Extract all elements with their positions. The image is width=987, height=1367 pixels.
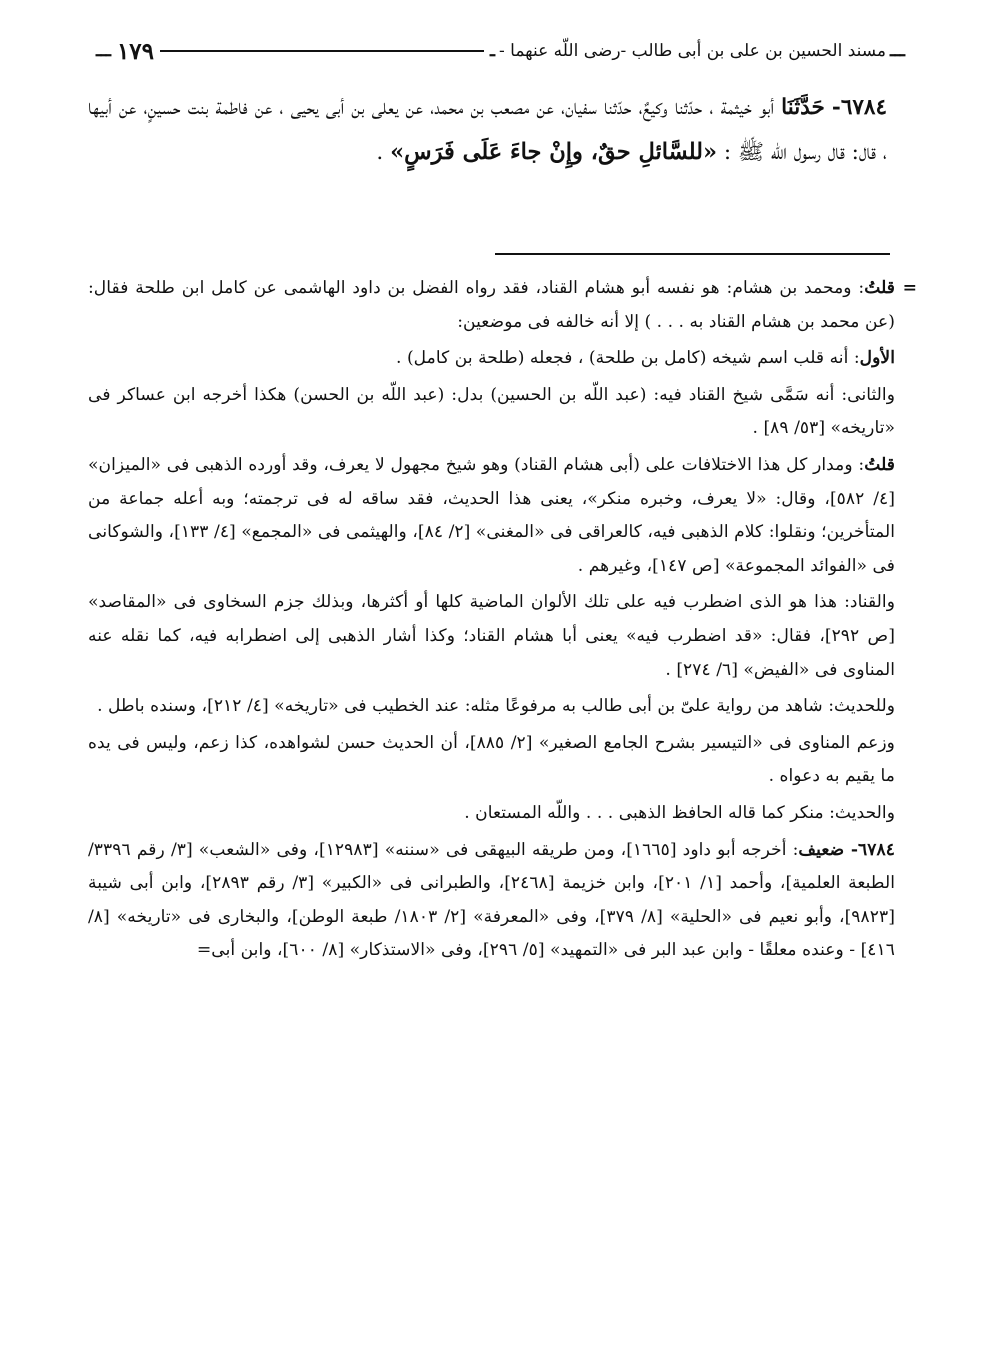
footnote-paragraph-4	[88, 449, 895, 583]
header-dash-after-title: ـ	[490, 41, 495, 61]
note-lead: قلتُ	[864, 454, 895, 475]
footnote-paragraph-3: والثانى: أنه سَمَّى شيخ القناد فيه: (عبد اللّه بن الحسين) بدل: (عبد اللّه بن الحسن) هكذا أخرجه ابن عساكر فى «تاريخه» [٥٣/ ٨٩] .	[88, 384, 895, 439]
header-rule	[160, 50, 484, 52]
running-header	[96, 36, 905, 66]
header-dash-right: ـــ	[890, 41, 905, 61]
running-title: مسند الحسين بن على بن أبى طالب -رضى اللّه عنهما -	[499, 41, 887, 61]
hadith-end: .	[376, 140, 391, 165]
note-lead: قلتُ	[864, 278, 895, 298]
note-text: : أخرجه أبو داود [١٦٦٥]، ومن طريقه البيهقى فى «سننه» [١٢٩٨٣]، وفى «الشعب» [٣/ رقم ٣٣٩٦/ الطبعة العلمية]، وأحمد [١/ ٢٠١]، وابن خزيمة [٢٤٦٨]، والطبرانى فى «الكبير» [٣/ رقم ٢٨٩٣]، وابن أبى شيبة [٩٨٢٣]، وأبو نعيم فى «الحلية» [٨/ ٣٧٩]، وفى «المعرفة» [٢/ ١٨٠٣/ طبعة الوطن]، والبخارى فى «تاريخه» [٨/ ٤١٦] - وعنده معلقًا - وابن عبد البر فى «التمهيد» [٥/ ٢٩٦]، وفى «الاستذكار» [٨/ ٦٠٠]، وابن أبى=	[88, 839, 895, 961]
note-text: : ومدار كل هذا الاختلافات على (أبى هشام القناد) وهو شيخ مجهول لا يعرف، وقد أورده الذهبى فى «الميزان» [٤/ ٥٨٢]، وقال: «لا يعرف، وخبره منكر»، يعنى هذا الحديث، فقد ساقه له فى ترجمته؛ وبه أعله جماعة من المتأخرين؛ ونقلوا: كلام الذهبى فيه، كالعراقى فى «المغنى» [٢/ ٨٤]، والهيثمى فى «المجمع» [٤/ ١٣٣]، والشوكانى فى «الفوائد المجموعة» [ص ١٤٧]، وغيرهم .	[88, 454, 895, 576]
continuation-mark: =	[902, 278, 917, 298]
footnote-separator	[495, 253, 890, 255]
hadith-text	[88, 86, 887, 175]
note-text: : ومحمد بن هشام: هو نفسه أبو هشام القناد، فقد رواه الفضل بن داود الهاشمى عن كامل ابن طلحة فقال: (عن محمد بن هشام القناد به . . . ) إلا أنه خالفه فى موضعين:	[88, 278, 895, 332]
footnote-paragraph-7: وزعم المناوى فى «التيسير بشرح الجامع الصغير» [٢/ ٨٨٥]، أن الحديث حسن لشواهده، كذا زعم، وليس فى يده ما يقيم به دعواه .	[88, 732, 895, 787]
footnotes	[88, 272, 917, 971]
note-lead: الأول	[859, 348, 895, 369]
hadith-lead-word: حَدَّثَنَا	[781, 95, 825, 120]
page-number-dash: ـــ	[96, 41, 111, 61]
hadith-number: ٦٧٨٤-	[831, 95, 888, 120]
footnote-paragraph-2	[88, 342, 895, 376]
footnote-paragraph-8: والحديث: منكر كما قاله الحافظ الذهبى . . . واللّه المستعان .	[464, 802, 895, 823]
footnote-paragraph-1	[88, 272, 917, 339]
footnote-paragraph-5: والقناد: هذا هو الذى اضطرب فيه على تلك الألوان الماضية كلها أو أكثرها، وبذلك جزم السخاوى فى «المقاصد» [ص ٢٩٢]، فقال: «قد اضطرب فيه» يعنى أبا هشام القناد؛ وكذا أشار الذهبى إلى اضطرابه فيه، كما نقله عنه المناوى فى «الفيض» [٦/ ٢٧٤] .	[88, 592, 895, 680]
note-text: : أنه قلب اسم شيخه (كامل بن طلحة) ، فجعله (طلحة بن كامل) .	[396, 348, 860, 369]
hadith-isnad: أبو خيثمة ، حدّثنا وكيعٌ، حدّثنا سفيان، عن مصعب بن محمد، عن يعلى بن أبى يحيى ، عن فاطمة بنت حسينٍ، عن أبيها ، قال: قال رسول اللّه ﷺ :	[88, 95, 887, 165]
note-lead: ٦٧٨٤- ضعيف	[798, 839, 895, 860]
footnote-paragraph-6: وللحديث: شاهد من رواية علىّ بن أبى طالب به مرفوعًا مثله: عند الخطيب فى «تاريخه» [٤/ ٢١٢]، وسنده باطل .	[97, 696, 895, 717]
footnote-paragraph-9	[88, 834, 895, 968]
page-number: ١٧٩	[116, 37, 155, 65]
hadith-matn: «للسَّائلِ حقٌ، وإِنْ جاءَ عَلَى فَرَسٍ»	[390, 139, 718, 165]
